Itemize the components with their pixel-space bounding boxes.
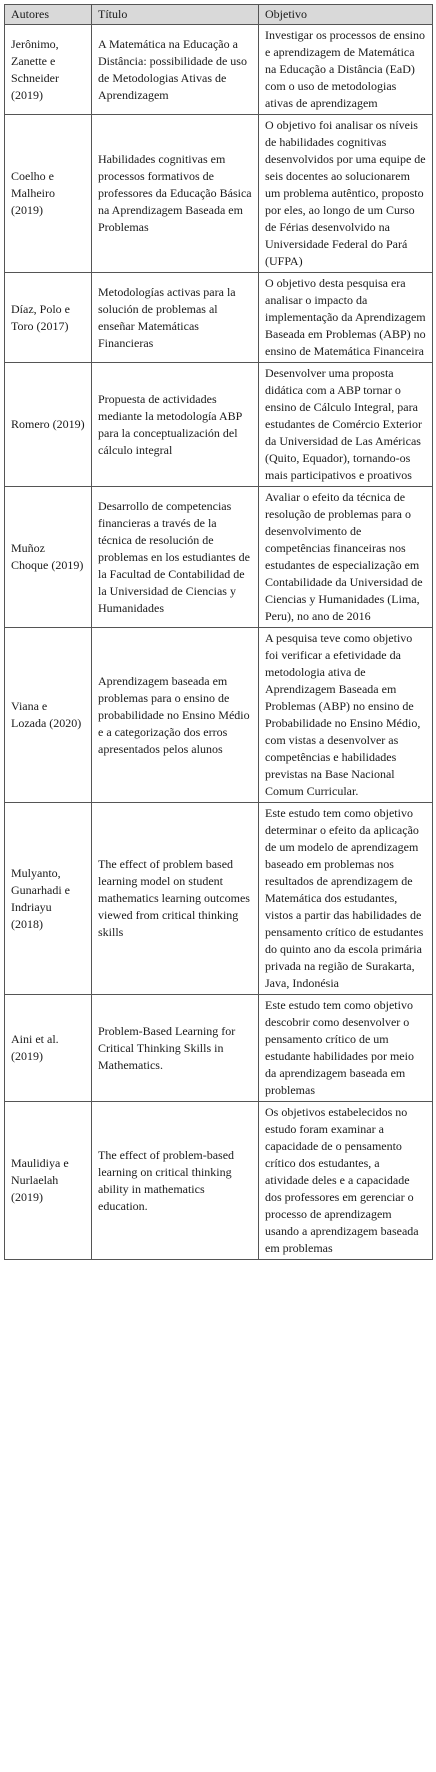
studies-table [4, 4, 433, 1260]
cell-autores: Romero (2019) [5, 363, 92, 487]
cell-autores: Maulidiya e Nurlaelah (2019) [5, 1102, 92, 1260]
cell-titulo: Metodologías activas para la solución de problemas al enseñar Matemáticas Financieras [92, 273, 259, 363]
cell-titulo: Aprendizagem baseada em problemas para o ensino de probabilidade no Ensino Médio e a categorização dos erros apresentados pelos alunos [92, 628, 259, 803]
cell-objetivo: Este estudo tem como objetivo descobrir como desenvolver o pensamento crítico de um estudante habilidades por meio da aprendizagem baseada em problemas [259, 995, 433, 1102]
cell-titulo: The effect of problem based learning model on student mathematics learning outcomes viewed from critical thinking skills [92, 803, 259, 995]
cell-objetivo: Avaliar o efeito da técnica de resolução de problemas para o desenvolvimento de competências financeiras nos estudantes de especialização em Contabilidade da Universidad de Ciencias y Humanidades (Lima, Peru), no ano de 2016 [259, 487, 433, 628]
table-row [5, 803, 433, 995]
cell-objetivo: Este estudo tem como objetivo determinar o efeito da aplicação de um modelo de aprendizagem baseado em problemas nos resultados de aprendizagem de Matemática dos estudantes, vistos a partir das habilidades de pensamento crítico de estudantes do quinto ano da escola primária privada na região de Surakarta, Java, Indonésia [259, 803, 433, 995]
cell-objetivo: A pesquisa teve como objetivo foi verificar a efetividade da metodologia ativa de Aprendizagem Baseada em Problemas (ABP) no ensino de Probabilidade no Ensino Médio, com vistas a desenvolver as competências e habilidades previstas na Base Nacional Comum Curricular. [259, 628, 433, 803]
cell-objetivo: O objetivo desta pesquisa era analisar o impacto da implementação da Aprendizagem Baseada em Problemas (ABP) no ensino de Matemática Financeira [259, 273, 433, 363]
cell-objetivo: Os objetivos estabelecidos no estudo foram examinar a capacidade de o pensamento crítico dos estudantes, a atividade deles e a capacidade dos professores em gerenciar o processo de aprendizagem usando a aprendizagem baseada em problemas [259, 1102, 433, 1260]
cell-autores: Díaz, Polo e Toro (2017) [5, 273, 92, 363]
table-row [5, 1102, 433, 1260]
cell-titulo: Propuesta de actividades mediante la metodología ABP para la conceptualización del cálculo integral [92, 363, 259, 487]
table-row [5, 363, 433, 487]
cell-titulo: A Matemática na Educação a Distância: possibilidade de uso de Metodologias Ativas de Aprendizagem [92, 25, 259, 115]
cell-titulo: Problem-Based Learning for Critical Thinking Skills in Mathematics. [92, 995, 259, 1102]
cell-autores: Jerônimo, Zanette e Schneider (2019) [5, 25, 92, 115]
cell-objetivo: Investigar os processos de ensino e aprendizagem de Matemática na Educação a Distância (EaD) com o uso de metodologias ativas de aprendizagem [259, 25, 433, 115]
cell-titulo: The effect of problem-based learning on critical thinking ability in mathematics education. [92, 1102, 259, 1260]
cell-autores: Viana e Lozada (2020) [5, 628, 92, 803]
table-row [5, 995, 433, 1102]
table-row [5, 628, 433, 803]
header-objetivo: Objetivo [259, 5, 433, 25]
document-page [4, 4, 432, 1260]
cell-titulo: Habilidades cognitivas em processos formativos de professores da Educação Básica na Aprendizagem Baseada em Problemas [92, 115, 259, 273]
table-row [5, 273, 433, 363]
cell-autores: Aini et al. (2019) [5, 995, 92, 1102]
table-row [5, 115, 433, 273]
table-row [5, 25, 433, 115]
table-header-row [5, 5, 433, 25]
table-row [5, 487, 433, 628]
cell-autores: Coelho e Malheiro (2019) [5, 115, 92, 273]
header-autores: Autores [5, 5, 92, 25]
header-titulo: Título [92, 5, 259, 25]
cell-autores: Muñoz Choque (2019) [5, 487, 92, 628]
cell-autores: Mulyanto, Gunarhadi e Indriayu (2018) [5, 803, 92, 995]
cell-objetivo: O objetivo foi analisar os níveis de habilidades cognitivas desenvolvidos por uma equipe de seis docentes ao solucionarem um problema autêntico, proposto por eles, ao longo de um Curso de Férias desenvolvido na Universidade Federal do Pará (UFPA) [259, 115, 433, 273]
cell-titulo: Desarrollo de competencias financieras a través de la técnica de resolución de problemas en los estudiantes de la Facultad de Contabilidad de la Universidad de Ciencias y Humanidades [92, 487, 259, 628]
cell-objetivo: Desenvolver uma proposta didática com a ABP tornar o ensino de Cálculo Integral, para estudantes de Comércio Exterior da Universidad de Las Américas (Quito, Equador), tornando-os mais participativos e proativos [259, 363, 433, 487]
